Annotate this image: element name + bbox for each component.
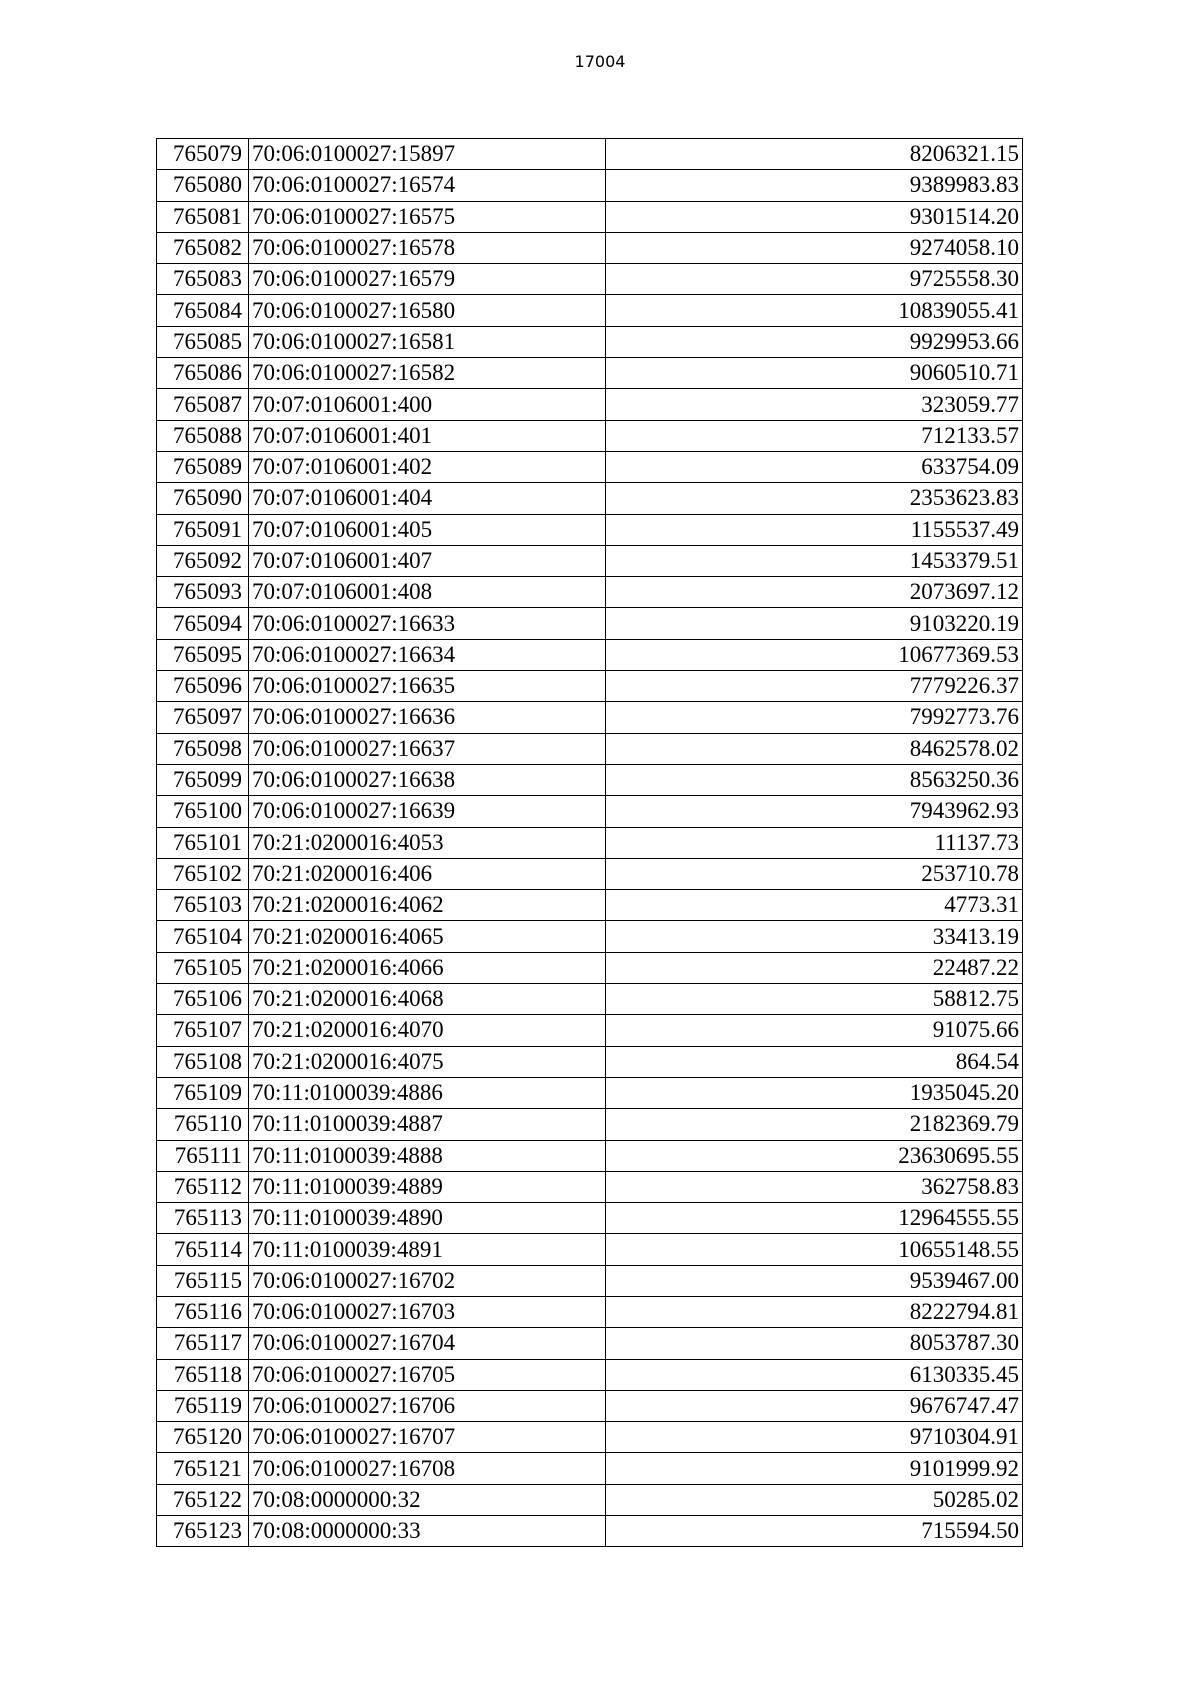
value-cell: 7943962.93	[606, 796, 1023, 827]
table-row	[157, 201, 1023, 232]
cadastral-number-cell: 70:21:0200016:4070	[249, 1015, 606, 1046]
row-number-cell: 765108	[157, 1046, 249, 1077]
cadastral-number-cell: 70:11:0100039:4886	[249, 1077, 606, 1108]
value-cell: 33413.19	[606, 921, 1023, 952]
row-number-cell: 765112	[157, 1171, 249, 1202]
row-number-cell: 765091	[157, 514, 249, 545]
value-cell: 2073697.12	[606, 577, 1023, 608]
table-row	[157, 1171, 1023, 1202]
table-row	[157, 326, 1023, 357]
cadastral-number-cell: 70:21:0200016:4075	[249, 1046, 606, 1077]
row-number-cell: 765101	[157, 827, 249, 858]
row-number-cell: 765099	[157, 764, 249, 795]
row-number-cell: 765083	[157, 264, 249, 295]
cadastral-number-cell: 70:06:0100027:16579	[249, 264, 606, 295]
table-row	[157, 1390, 1023, 1421]
table-row	[157, 389, 1023, 420]
value-cell: 12964555.55	[606, 1203, 1023, 1234]
cadastral-number-cell: 70:06:0100027:16575	[249, 201, 606, 232]
cadastral-number-cell: 70:11:0100039:4891	[249, 1234, 606, 1265]
table-row	[157, 1484, 1023, 1515]
value-cell: 253710.78	[606, 858, 1023, 889]
cadastral-number-cell: 70:06:0100027:16705	[249, 1359, 606, 1390]
row-number-cell: 765095	[157, 639, 249, 670]
value-cell: 11137.73	[606, 827, 1023, 858]
table-row	[157, 451, 1023, 482]
value-cell: 9060510.71	[606, 358, 1023, 389]
value-cell: 633754.09	[606, 451, 1023, 482]
table-row	[157, 1140, 1023, 1171]
row-number-cell: 765080	[157, 170, 249, 201]
cadastral-number-cell: 70:21:0200016:4053	[249, 827, 606, 858]
row-number-cell: 765082	[157, 232, 249, 263]
value-cell: 9676747.47	[606, 1390, 1023, 1421]
row-number-cell: 765093	[157, 577, 249, 608]
row-number-cell: 765118	[157, 1359, 249, 1390]
data-table	[156, 138, 1023, 1547]
cadastral-number-cell: 70:06:0100027:16633	[249, 608, 606, 639]
value-cell: 8462578.02	[606, 733, 1023, 764]
cadastral-number-cell: 70:11:0100039:4888	[249, 1140, 606, 1171]
value-cell: 8563250.36	[606, 764, 1023, 795]
table-row	[157, 1077, 1023, 1108]
table-row	[157, 358, 1023, 389]
cadastral-number-cell: 70:06:0100027:16574	[249, 170, 606, 201]
table-row	[157, 764, 1023, 795]
cadastral-number-cell: 70:21:0200016:4066	[249, 952, 606, 983]
value-cell: 22487.22	[606, 952, 1023, 983]
table-row	[157, 483, 1023, 514]
cadastral-number-cell: 70:07:0106001:405	[249, 514, 606, 545]
value-cell: 10677369.53	[606, 639, 1023, 670]
table-row	[157, 1328, 1023, 1359]
table-row	[157, 1453, 1023, 1484]
table-row	[157, 1109, 1023, 1140]
row-number-cell: 765120	[157, 1422, 249, 1453]
table-row	[157, 232, 1023, 263]
row-number-cell: 765092	[157, 545, 249, 576]
table-row	[157, 796, 1023, 827]
cadastral-number-cell: 70:21:0200016:4062	[249, 890, 606, 921]
row-number-cell: 765107	[157, 1015, 249, 1046]
value-cell: 50285.02	[606, 1484, 1023, 1515]
cadastral-number-cell: 70:08:0000000:32	[249, 1484, 606, 1515]
cadastral-number-cell: 70:06:0100027:16636	[249, 702, 606, 733]
row-number-cell: 765086	[157, 358, 249, 389]
table-row	[157, 890, 1023, 921]
table-row	[157, 827, 1023, 858]
table-row	[157, 1516, 1023, 1547]
value-cell: 323059.77	[606, 389, 1023, 420]
table-row	[157, 170, 1023, 201]
value-cell: 6130335.45	[606, 1359, 1023, 1390]
table-body	[157, 139, 1023, 1547]
value-cell: 58812.75	[606, 984, 1023, 1015]
cadastral-number-cell: 70:06:0100027:16708	[249, 1453, 606, 1484]
row-number-cell: 765094	[157, 608, 249, 639]
cadastral-number-cell: 70:06:0100027:16581	[249, 326, 606, 357]
cadastral-number-cell: 70:06:0100027:16580	[249, 295, 606, 326]
cadastral-number-cell: 70:06:0100027:16703	[249, 1296, 606, 1327]
table-row	[157, 577, 1023, 608]
row-number-cell: 765090	[157, 483, 249, 514]
cadastral-number-cell: 70:07:0106001:401	[249, 420, 606, 451]
cadastral-number-cell: 70:07:0106001:402	[249, 451, 606, 482]
value-cell: 9274058.10	[606, 232, 1023, 263]
table-row	[157, 1234, 1023, 1265]
row-number-cell: 765116	[157, 1296, 249, 1327]
value-cell: 8206321.15	[606, 139, 1023, 170]
cadastral-number-cell: 70:06:0100027:16704	[249, 1328, 606, 1359]
table-row	[157, 1046, 1023, 1077]
table-row	[157, 608, 1023, 639]
row-number-cell: 765123	[157, 1516, 249, 1547]
row-number-cell: 765079	[157, 139, 249, 170]
table-row	[157, 420, 1023, 451]
cadastral-number-cell: 70:06:0100027:16639	[249, 796, 606, 827]
value-cell: 7992773.76	[606, 702, 1023, 733]
table-row	[157, 1015, 1023, 1046]
value-cell: 10839055.41	[606, 295, 1023, 326]
row-number-cell: 765098	[157, 733, 249, 764]
value-cell: 9301514.20	[606, 201, 1023, 232]
value-cell: 1935045.20	[606, 1077, 1023, 1108]
value-cell: 7779226.37	[606, 671, 1023, 702]
value-cell: 1155537.49	[606, 514, 1023, 545]
cadastral-number-cell: 70:08:0000000:33	[249, 1516, 606, 1547]
row-number-cell: 765100	[157, 796, 249, 827]
row-number-cell: 765119	[157, 1390, 249, 1421]
row-number-cell: 765115	[157, 1265, 249, 1296]
cadastral-number-cell: 70:21:0200016:406	[249, 858, 606, 889]
cadastral-number-cell: 70:06:0100027:16634	[249, 639, 606, 670]
value-cell: 1453379.51	[606, 545, 1023, 576]
value-cell: 9389983.83	[606, 170, 1023, 201]
value-cell: 9929953.66	[606, 326, 1023, 357]
row-number-cell: 765111	[157, 1140, 249, 1171]
table-row	[157, 952, 1023, 983]
cadastral-number-cell: 70:06:0100027:16707	[249, 1422, 606, 1453]
cadastral-number-cell: 70:06:0100027:16638	[249, 764, 606, 795]
value-cell: 8053787.30	[606, 1328, 1023, 1359]
table-row	[157, 514, 1023, 545]
table-row	[157, 733, 1023, 764]
value-cell: 715594.50	[606, 1516, 1023, 1547]
value-cell: 712133.57	[606, 420, 1023, 451]
cadastral-number-cell: 70:07:0106001:404	[249, 483, 606, 514]
row-number-cell: 765089	[157, 451, 249, 482]
row-number-cell: 765085	[157, 326, 249, 357]
row-number-cell: 765121	[157, 1453, 249, 1484]
cadastral-number-cell: 70:07:0106001:408	[249, 577, 606, 608]
table-row	[157, 1265, 1023, 1296]
value-cell: 9725558.30	[606, 264, 1023, 295]
cadastral-number-cell: 70:06:0100027:15897	[249, 139, 606, 170]
row-number-cell: 765088	[157, 420, 249, 451]
row-number-cell: 765103	[157, 890, 249, 921]
cadastral-number-cell: 70:11:0100039:4890	[249, 1203, 606, 1234]
cadastral-number-cell: 70:07:0106001:400	[249, 389, 606, 420]
table-row	[157, 295, 1023, 326]
table-row	[157, 1422, 1023, 1453]
cadastral-number-cell: 70:11:0100039:4887	[249, 1109, 606, 1140]
row-number-cell: 765113	[157, 1203, 249, 1234]
row-number-cell: 765097	[157, 702, 249, 733]
cadastral-number-cell: 70:06:0100027:16635	[249, 671, 606, 702]
row-number-cell: 765122	[157, 1484, 249, 1515]
cadastral-number-cell: 70:07:0106001:407	[249, 545, 606, 576]
table-row	[157, 139, 1023, 170]
value-cell: 864.54	[606, 1046, 1023, 1077]
cadastral-number-cell: 70:06:0100027:16706	[249, 1390, 606, 1421]
table-row	[157, 264, 1023, 295]
value-cell: 2182369.79	[606, 1109, 1023, 1140]
cadastral-number-cell: 70:06:0100027:16582	[249, 358, 606, 389]
table-row	[157, 1359, 1023, 1390]
row-number-cell: 765117	[157, 1328, 249, 1359]
value-cell: 23630695.55	[606, 1140, 1023, 1171]
row-number-cell: 765106	[157, 984, 249, 1015]
row-number-cell: 765096	[157, 671, 249, 702]
cadastral-number-cell: 70:21:0200016:4065	[249, 921, 606, 952]
value-cell: 4773.31	[606, 890, 1023, 921]
table-row	[157, 545, 1023, 576]
table-row	[157, 858, 1023, 889]
row-number-cell: 765081	[157, 201, 249, 232]
table-row	[157, 984, 1023, 1015]
row-number-cell: 765087	[157, 389, 249, 420]
table-row	[157, 921, 1023, 952]
table-row	[157, 1296, 1023, 1327]
value-cell: 9101999.92	[606, 1453, 1023, 1484]
table-row	[157, 1203, 1023, 1234]
value-cell: 9539467.00	[606, 1265, 1023, 1296]
value-cell: 9103220.19	[606, 608, 1023, 639]
page-number: 17004	[574, 52, 626, 71]
table-row	[157, 671, 1023, 702]
cadastral-number-cell: 70:11:0100039:4889	[249, 1171, 606, 1202]
value-cell: 362758.83	[606, 1171, 1023, 1202]
table-row	[157, 639, 1023, 670]
table-row	[157, 702, 1023, 733]
value-cell: 9710304.91	[606, 1422, 1023, 1453]
value-cell: 91075.66	[606, 1015, 1023, 1046]
row-number-cell: 765102	[157, 858, 249, 889]
cadastral-number-cell: 70:06:0100027:16702	[249, 1265, 606, 1296]
row-number-cell: 765114	[157, 1234, 249, 1265]
cadastral-number-cell: 70:06:0100027:16637	[249, 733, 606, 764]
value-cell: 2353623.83	[606, 483, 1023, 514]
value-cell: 10655148.55	[606, 1234, 1023, 1265]
row-number-cell: 765105	[157, 952, 249, 983]
row-number-cell: 765084	[157, 295, 249, 326]
row-number-cell: 765109	[157, 1077, 249, 1108]
row-number-cell: 765104	[157, 921, 249, 952]
row-number-cell: 765110	[157, 1109, 249, 1140]
cadastral-number-cell: 70:21:0200016:4068	[249, 984, 606, 1015]
cadastral-number-cell: 70:06:0100027:16578	[249, 232, 606, 263]
value-cell: 8222794.81	[606, 1296, 1023, 1327]
